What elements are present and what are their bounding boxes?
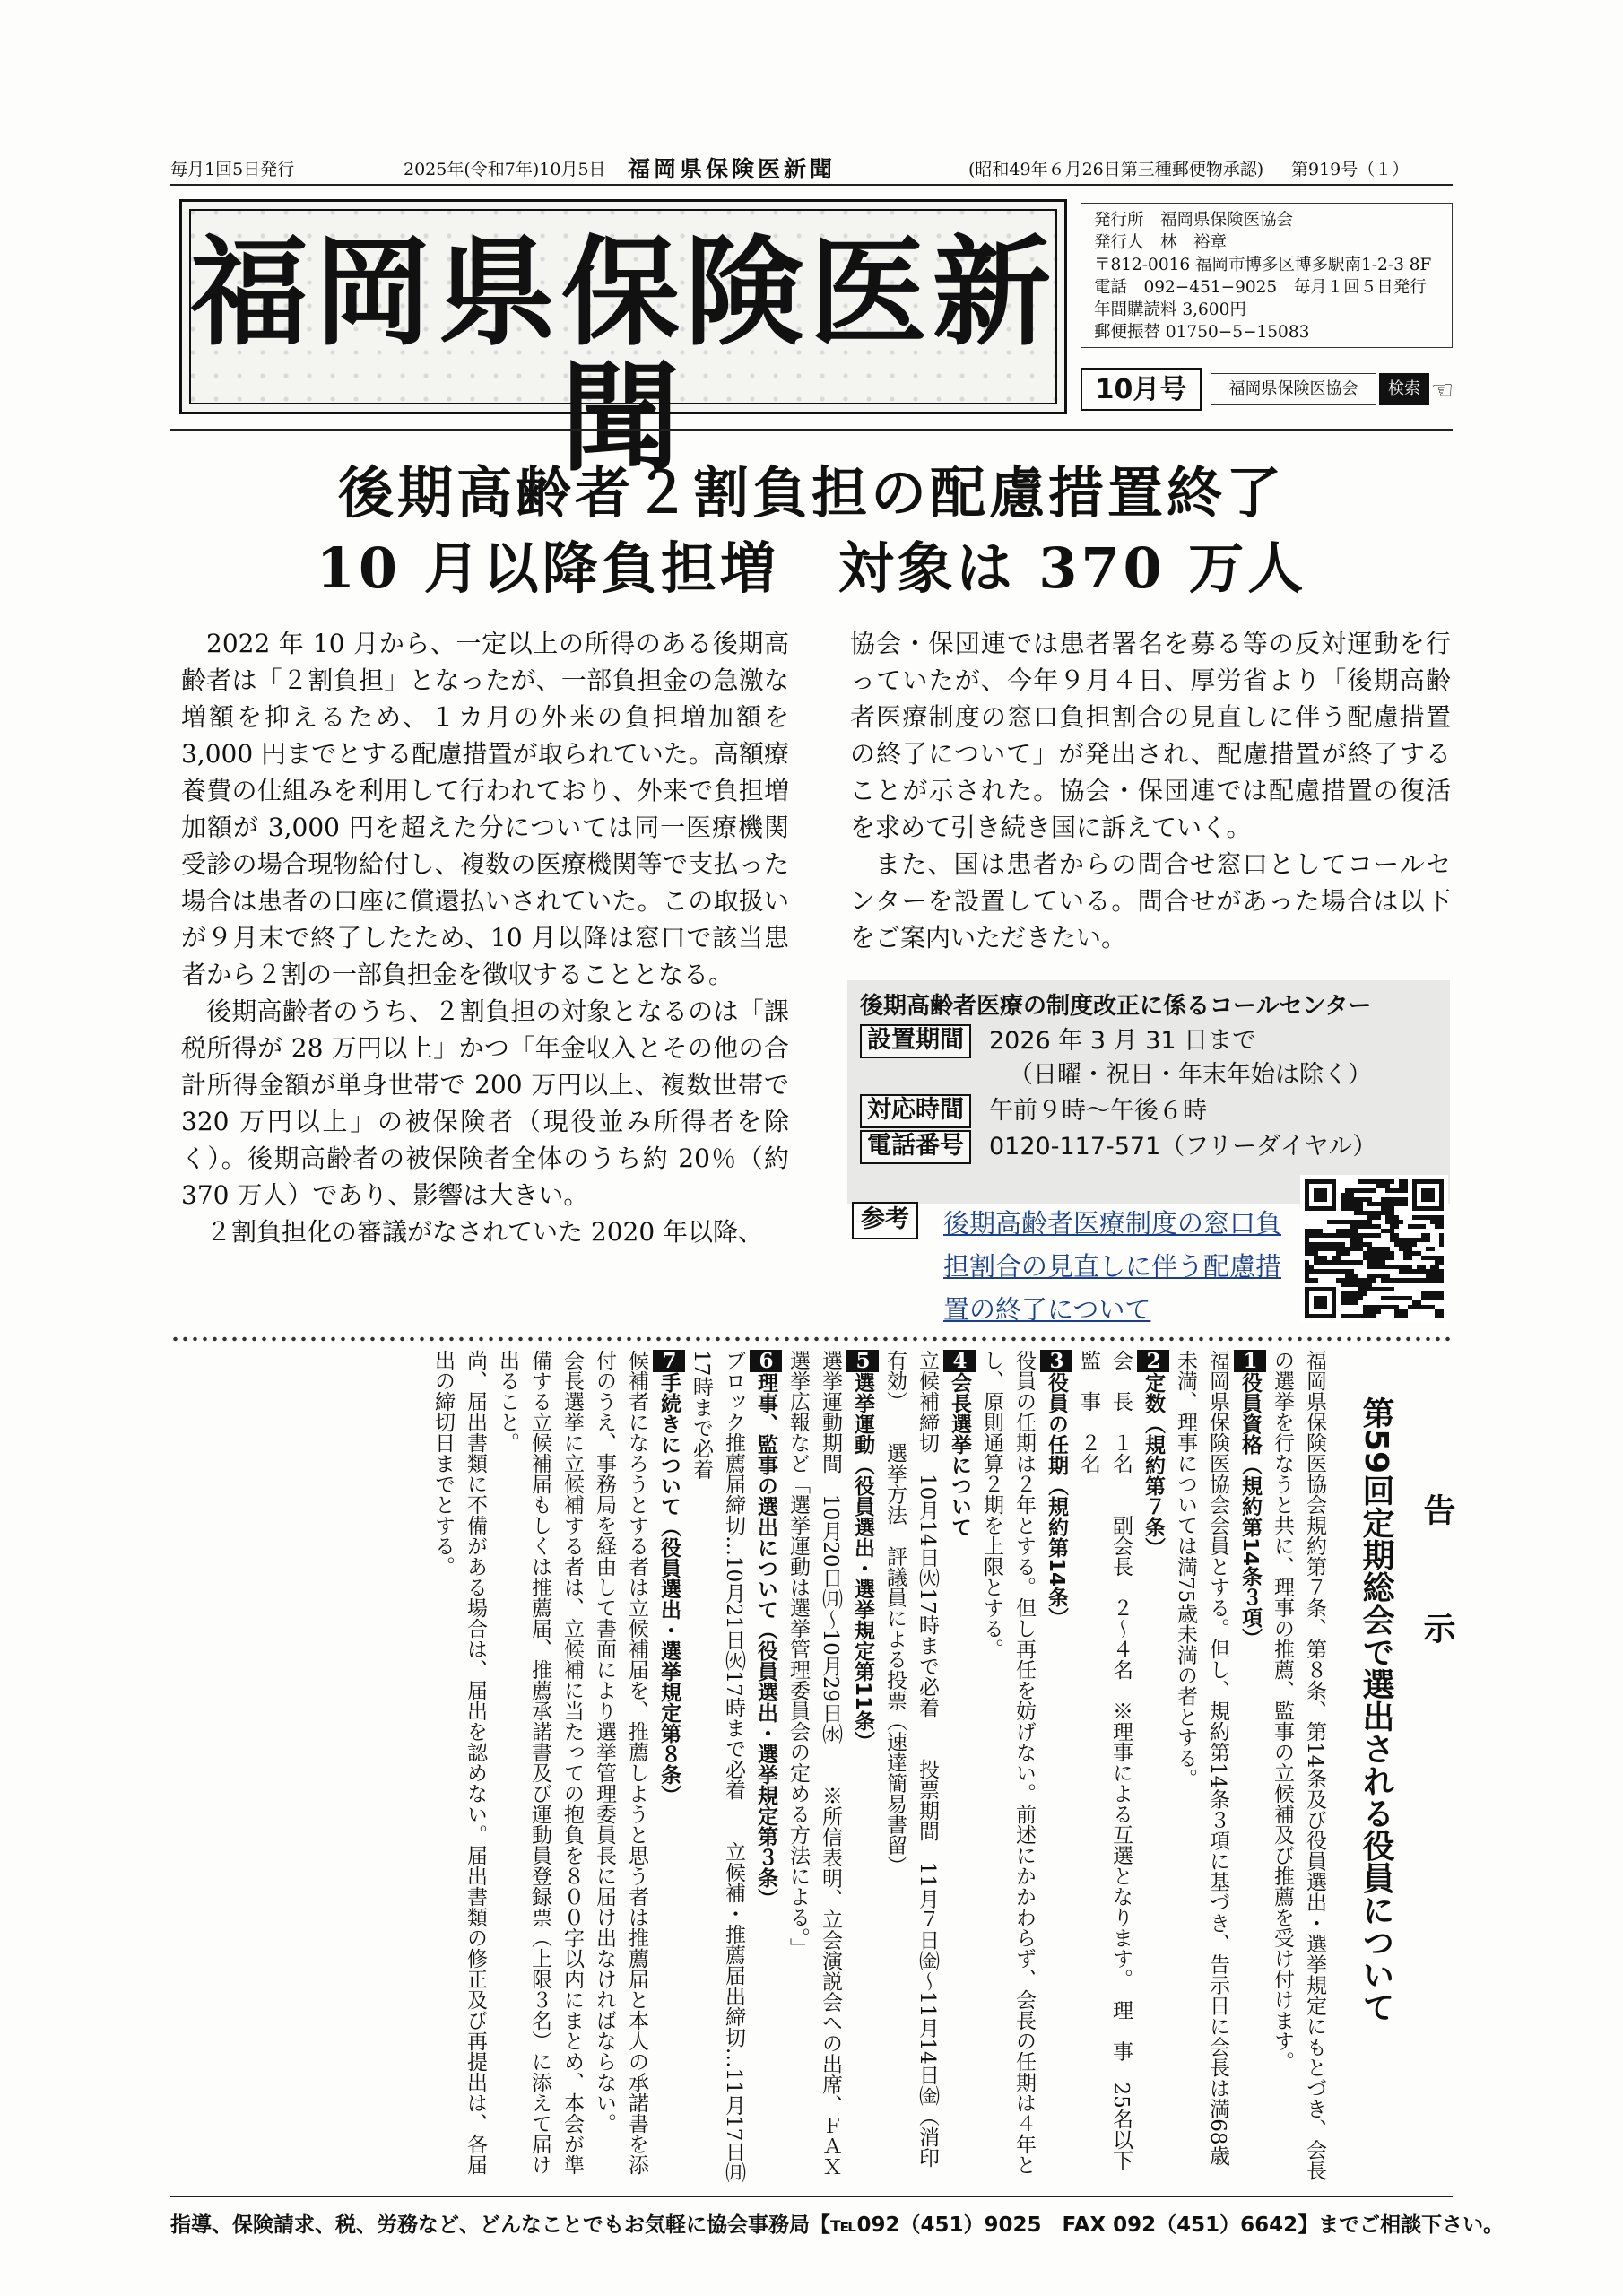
header-rule — [170, 184, 1453, 186]
section-number: 7 — [653, 1350, 685, 1372]
publisher-line: 年間購読料 3,600円 — [1094, 300, 1246, 319]
section-body: 会 長 １名 副会長 ２〜４名 ※理事による互選となります。 理 事 25名以下 監 事 ２名 — [1077, 1350, 1133, 2212]
hours-label: 対応時間 — [860, 1094, 971, 1128]
section-heading: 定数（規約第７条） — [1141, 1372, 1165, 1558]
search-term-box: 福岡県保険医協会 — [1211, 373, 1376, 405]
notice-section — [846, 1350, 879, 2184]
article-paragraph: ２割負担化の審議がなされていた 2020 年以降、 — [206, 1217, 764, 1247]
masthead-logo — [179, 199, 1067, 488]
issue-month-badge: 10月号 — [1081, 368, 1202, 411]
section-number: 1 — [1234, 1350, 1266, 1372]
section-heading: 会長選挙について — [948, 1372, 971, 1537]
period-value: 2026 年 3 月 31 日まで — [989, 1027, 1257, 1055]
call-center-phone-row — [860, 1130, 1437, 1164]
headline-sub: 10 月以降負担増 対象は 370 万人 — [316, 535, 1307, 601]
publisher-info — [1081, 203, 1453, 348]
publisher-line: 発行人 林 裕章 — [1094, 233, 1228, 252]
call-center-period-row — [860, 1024, 1437, 1058]
paper-name: 福岡県保険医新聞 — [628, 156, 837, 182]
notice-intro: 福岡県保険医協会規約第７条、第８条、第14条及び役員選出・選挙規定にもとづき、会長の選挙を行なうと共に、理事の推薦、監事の立候補及び推薦を受け付けます。 — [1271, 1350, 1326, 2181]
section-heading: 選挙運動（役員選出・選挙規定第11条） — [851, 1372, 874, 1752]
notice-section — [653, 1350, 685, 2184]
call-center-hours-row — [860, 1094, 1437, 1128]
notice-closing: 尚、届出書類に不備がある場合は、届出を認めない。届出書類の修正及び再提出は、各届出の締切日までとする。 — [431, 1350, 487, 2175]
publisher-line: 発行所 福岡県保険医協会 — [1094, 211, 1294, 230]
footer-rule — [170, 2196, 1453, 2197]
masthead-title: 福岡県保険医新聞 — [190, 223, 1056, 488]
section-body: 福岡県保険医協会会員とする。但し、規約第14条３項に基づき、告示日に会長は満68歳未満、理事については満75歳未満の者とする。 — [1174, 1350, 1229, 2166]
notice-kokuji: 告 示 — [1419, 1493, 1455, 1671]
section-number: 2 — [1137, 1350, 1169, 1372]
search-button: 検索 — [1379, 373, 1429, 405]
publisher-line: 〒812-0016 福岡市博多区博多駅南1-2-3 8F — [1094, 256, 1432, 274]
postal-note: (昭和49年６月26日第三種郵便物承認) — [968, 160, 1264, 179]
section-number: 4 — [943, 1350, 976, 1372]
pointer-hand-icon: ☜ — [1431, 375, 1454, 404]
article-column-right — [850, 625, 1451, 956]
section-heading: 役員の任期（規約第14条） — [1045, 1372, 1068, 1629]
hours-value: 午前９時〜午後６時 — [989, 1097, 1207, 1125]
article-paragraph: 後期高齢者のうち、２割負担の対象となるのは「課税所得が 28 万円以上」かつ「年金収入とその他の合計所得金額が単身世帯で 200 万円以上、複数世帯で 320 万円以上」の被保険者（現役並み所得者を除く）。後期高齢者の被保険者全体のうち約 20％（約 370 万人）であり、影響は大きい。 — [181, 996, 789, 1210]
section-number: 5 — [846, 1350, 879, 1372]
section-heading: 役員資格（規約第14条３項） — [1238, 1372, 1262, 1649]
section-heading: 手続きについて（役員選出・選挙規定第８条） — [657, 1372, 681, 1805]
issue-frequency: 毎月1回5日発行 — [170, 160, 295, 179]
period-note: （日曜・祝日・年末年始は除く） — [1009, 1061, 1372, 1089]
notice-closing: 会長選挙に立候補する者は、立候補に当たっての抱負を８００字以内にまとめ、本会が準備する立候補届もしくは推薦届、推薦承諾書及び運動員登録票（上限３名）に添えて届け出ること。 — [496, 1350, 584, 2175]
footer-contact: 指導、保険請求、税、労務など、どんなことでもお気軽に協会事務局【℡092（451）9025 FAX 092（451）6642】までご相談下さい。 — [170, 2213, 1505, 2237]
section-body: 立候補締切 10月14日㈫17時まで必着 投票期間 11月７日㈮〜11月14日㈮（消印有効） 選挙方法 評議員による投票（速達簡易書留） — [883, 1350, 939, 2168]
section-body: ブロック推薦届締切…10月21日㈫17時まで必着 立候補・推薦届出締切…11月17日㈪17時まで必着 — [690, 1350, 745, 2183]
section-body: 役員の任期は２年とする。但し再任を妨げない。前述にかかわらず、会長の任期は４年とし、原則通算２期を上限とする。 — [980, 1350, 1036, 2175]
qr-code-icon[interactable] — [1300, 1175, 1448, 1323]
notice-section — [1040, 1350, 1072, 2184]
section-number: 6 — [750, 1350, 782, 1372]
call-center-title: 後期高齢者医療の制度改正に係るコールセンター — [860, 993, 1372, 1020]
phone-value: 0120-117-571（フリーダイヤル） — [989, 1133, 1377, 1161]
issue-number: 第919号（１） — [1291, 160, 1410, 179]
phone-label: 電話番号 — [860, 1130, 971, 1164]
article-paragraph: また、国は患者からの問合せ窓口としてコールセンターを設置している。問合せがあった場合は以下をご案内いただきたい。 — [850, 849, 1451, 952]
section-number: 3 — [1040, 1350, 1072, 1372]
call-center-box — [847, 980, 1450, 1204]
publisher-line: 電話 092−451−9025 毎月１回５日発行 — [1094, 278, 1427, 297]
article-paragraph: 2022 年 10 月から、一定以上の所得のある後期高齢者は「２割負担」となったが、一部負担金の急激な増額を抑えるため、１カ月の外来の負担増加額を 3,000 円までとする配慮措置が取られていた。高額療養費の仕組みを利用して行われており、外来で負担増加額が 3,000 円を超えた分については同一医療機関受診の場合現物給付し、複数の医療機関等で支払った場合は患者の口座に償還払いされていた。この取扱いが９月末で終了したため、10 月以降は窓口で該当患者から２割の一部負担金を徴収することとなる。 — [181, 629, 789, 989]
headline-main: 後期高齢者２割負担の配慮措置終了 — [337, 460, 1285, 526]
notice-section — [1234, 1350, 1266, 2184]
masthead-rule — [170, 429, 1453, 430]
notice-title: 第59回定期総会で選出される役員について — [1358, 1396, 1394, 2023]
reference-label: 参考 — [852, 1202, 918, 1239]
notice-section — [943, 1350, 976, 2184]
election-notice — [170, 1350, 1455, 2212]
notice-section — [1137, 1350, 1169, 2184]
issue-header — [170, 151, 1453, 187]
publisher-line: 郵便振替 01750−5−15083 — [1094, 323, 1310, 342]
section-heading: 理事、監事の選出について（役員選出・選挙規定第３条） — [754, 1372, 777, 1909]
section-body: 候補者になろうとする者は立候補届を、推薦しようと思う者は推薦届と本人の承諾書を添付のうえ、事務局を経由して書面により選挙管理委員長に届け出なければならない。 — [593, 1350, 648, 2175]
article-paragraph: 協会・保団連では患者署名を募る等の反対運動を行っていたが、今年９月４日、厚労省より「後期高齢者医療制度の窓口負担割合の見直しに伴う配慮措置の終了について」が発出され、配慮措置が終了することが示された。協会・保団連では配慮措置の復活を求めて引き続き国に訴えていく。 — [850, 629, 1451, 842]
issue-date: 2025年(令和7年)10月5日 — [404, 160, 606, 179]
wavy-divider — [170, 1333, 1453, 1345]
notice-section — [750, 1350, 782, 2184]
article-column-left — [181, 625, 789, 1250]
reference-link[interactable]: 後期高齢者医療制度の窓口負担割合の見直しに伴う配慮措置の終了について — [943, 1208, 1282, 1325]
period-label: 設置期間 — [860, 1024, 971, 1058]
section-body: 選挙運動期間 10月20日㈪〜10月29日㈬ ※所信表明、立会演説会への出席、ＦＡＸ選挙広報など「選挙運動は選挙管理委員会の定める方法による。」 — [786, 1350, 842, 2178]
